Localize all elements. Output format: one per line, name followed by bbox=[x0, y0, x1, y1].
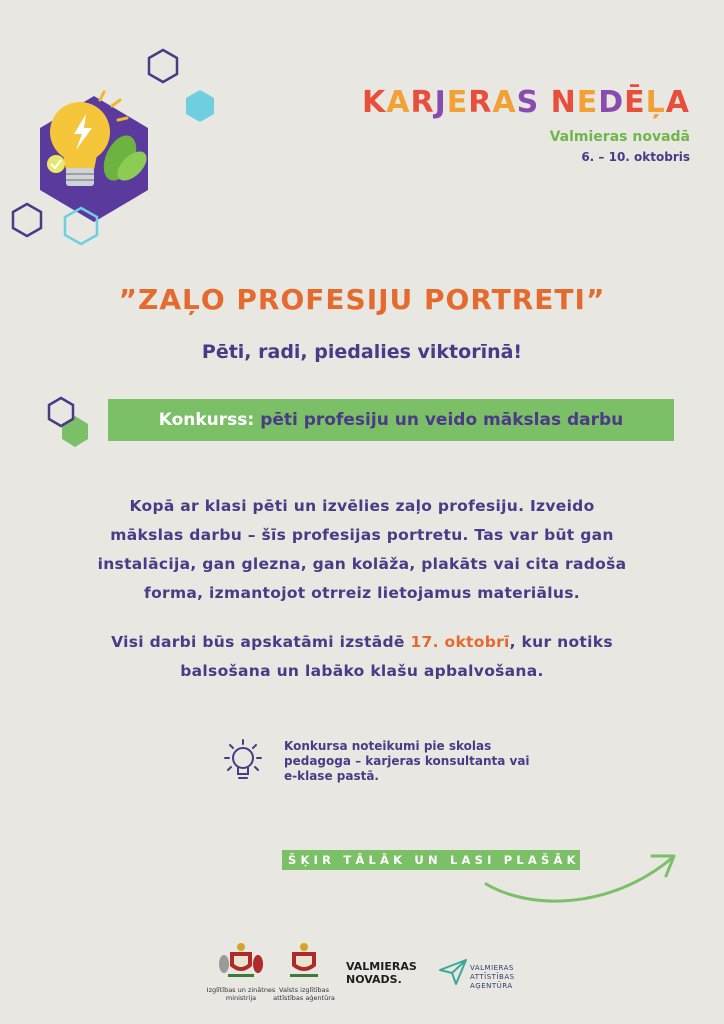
brand-block bbox=[330, 86, 690, 164]
body-text: , kur notiks balsošana un labāko klašu apbalvošana. bbox=[180, 633, 613, 680]
hexagon-icon bbox=[186, 90, 214, 122]
ministry-caption: Izglītības un zinātnes ministrija bbox=[206, 986, 276, 1002]
brand-title-letter: Ē bbox=[624, 85, 646, 120]
development-agency-name: VALMIERAS ATTĪSTĪBAS AĢENTŪRA bbox=[470, 964, 515, 990]
development-agency-logo bbox=[438, 956, 548, 996]
agency-caption: Valsts izglītības attīstības aģentūra bbox=[273, 986, 335, 1002]
brand-title-letter: E bbox=[576, 85, 599, 120]
hexagon-icon bbox=[13, 204, 41, 236]
brand-title-letter: K bbox=[362, 85, 387, 120]
body-paragraph: Kopā ar klasi pēti un izvēlies zaļo profesiju. Izveido mākslas darbu – šīs profesijas portretu. Tas var būt gan instalācija, gan glezna, gan kolāža, plakāts vai cita radoša forma, izmantojot otrreiz lietojamus materiālus. bbox=[97, 497, 627, 602]
brand-title-letter: J bbox=[434, 85, 447, 120]
brand-title-letter: Ļ bbox=[645, 85, 666, 120]
brand-title bbox=[330, 86, 690, 120]
page-title: ”ZAĻO PROFESIJU PORTRETI” bbox=[118, 283, 606, 316]
brand-title-letter bbox=[539, 86, 550, 120]
body-paragraph-2 bbox=[70, 628, 654, 686]
body-text: Visi darbi būs apskatāmi izstādē bbox=[111, 633, 411, 651]
brand-title-letter: A bbox=[386, 85, 411, 120]
brand-title-letter: D bbox=[598, 85, 625, 120]
brand-title-letter: E bbox=[446, 85, 469, 120]
coat-of-arms-icon bbox=[218, 942, 264, 982]
banner-text: pēti profesiju un veido mākslas darbu bbox=[260, 410, 624, 430]
bulb-outline-icon bbox=[222, 736, 264, 786]
hexagon-icon bbox=[149, 50, 177, 82]
brand-title-letter: A bbox=[492, 85, 517, 120]
coat-of-arms-icon bbox=[284, 942, 324, 982]
rules-note: Konkursa noteikumi pie skolas pedagoga – karjeras konsultanta vai e-klase pastā. bbox=[284, 739, 530, 783]
contest-banner bbox=[108, 399, 674, 441]
date-highlight: 17. oktobrī bbox=[410, 633, 510, 651]
brand-title-letter: R bbox=[410, 85, 435, 120]
brand-region: Valmieras novadā bbox=[549, 129, 690, 145]
page-subtitle: Pēti, radi, piedalies viktorīnā! bbox=[201, 341, 523, 363]
brand-title-letter: A bbox=[665, 85, 690, 120]
curved-arrow-icon bbox=[480, 848, 685, 918]
brand-title-letter: R bbox=[468, 85, 493, 120]
agency-logo bbox=[264, 942, 344, 1002]
share-cta-label: ŠĶIR TĀLĀK UN LASI PLAŠĀK bbox=[282, 850, 580, 870]
brand-title-letter: S bbox=[516, 85, 540, 120]
hexagon-icon bbox=[42, 394, 98, 450]
header-illustration bbox=[0, 40, 230, 260]
brand-title-letter: N bbox=[550, 85, 577, 120]
banner-lead: Konkurss: bbox=[158, 410, 255, 430]
brand-dates: 6. – 10. oktobris bbox=[581, 150, 690, 164]
valmiera-novads-logo: VALMIERAS NOVADS. bbox=[346, 960, 417, 986]
paper-plane-icon bbox=[438, 956, 468, 986]
